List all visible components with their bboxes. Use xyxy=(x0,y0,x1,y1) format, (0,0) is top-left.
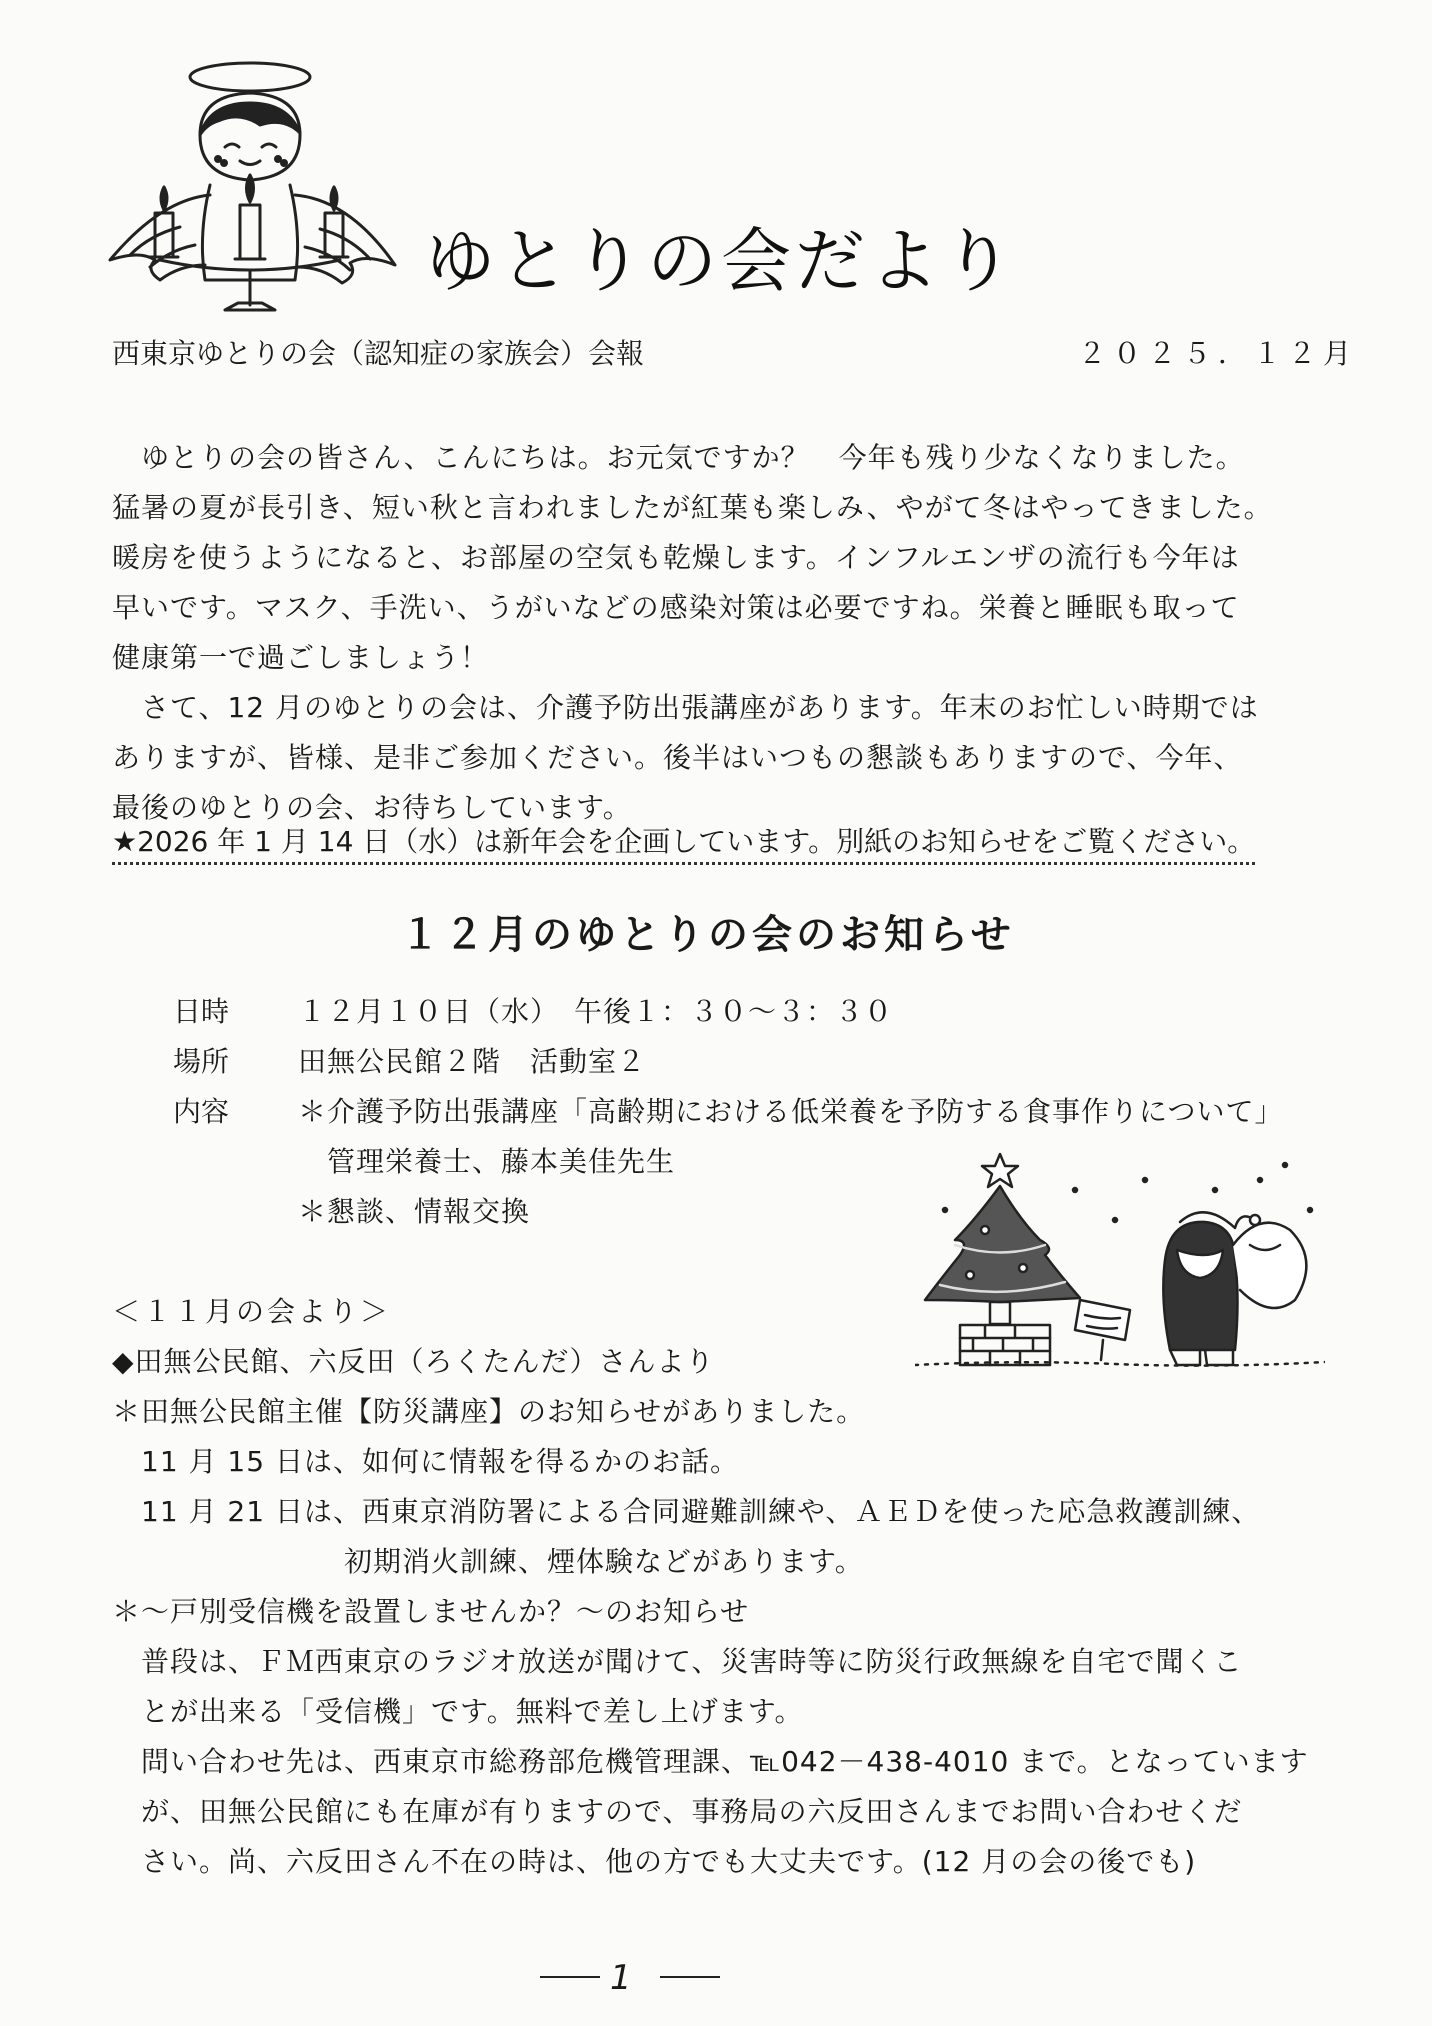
november-line: さい。尚、六反田さん不在の時は、他の方でも大丈夫です。(12 月の会の後でも) xyxy=(112,1845,1197,1878)
datetime-label: 日時 xyxy=(173,995,230,1028)
november-line: 11 月 15 日は、如何に情報を得るかのお話。 xyxy=(112,1445,739,1478)
intro-line: 健康第一で過ごしましょう！ xyxy=(112,641,490,674)
intro-line: ゆとりの会の皆さん、こんにちは。お元気ですか？ 今年も残り少なくなりました。 xyxy=(112,441,1245,474)
content-line: 管理栄養士、藤本美佳先生 xyxy=(298,1145,676,1178)
content-label: 内容 xyxy=(173,1095,230,1128)
page-number-dash-left xyxy=(540,1976,600,1978)
content-line: ＊懇談、情報交換 xyxy=(298,1195,531,1228)
intro-line: 早いです。マスク、手洗い、うがいなどの感染対策は必要ですね。栄養と睡眠も取って xyxy=(112,591,1240,624)
intro-line: 最後のゆとりの会、お待ちしています。 xyxy=(112,791,632,824)
page-number: 1 xyxy=(610,1958,632,1998)
november-line: ＊～戸別受信機を設置しませんか？～のお知らせ xyxy=(112,1595,750,1628)
place-value: 田無公民館２階 活動室２ xyxy=(298,1045,647,1078)
newsletter-title: ゆとりの会だより xyxy=(425,220,1017,302)
intro-line: 猛暑の夏が長引き、短い秋と言われましたが紅葉も楽しみ、やがて冬はやってきました。 xyxy=(112,491,1273,524)
november-heading: ＜１１月の会より＞ xyxy=(112,1295,392,1328)
new-year-party-note: ★2026 年 1 月 14 日（水）は新年会を企画しています。別紙のお知らせをご覧ください。 xyxy=(112,820,1255,865)
november-line: ＊田無公民館主催【防災講座】のお知らせがありました。 xyxy=(112,1395,866,1428)
intro-line: 暖房を使うようになると、お部屋の空気も乾燥します。インフルエンザの流行も今年は xyxy=(112,541,1240,574)
place-label: 場所 xyxy=(173,1045,230,1078)
intro-line: さて、12 月のゆとりの会は、介護予防出張講座があります。年末のお忙しい時期では xyxy=(112,691,1259,724)
angel-illustration xyxy=(100,55,400,325)
november-line: 11 月 21 日は、西東京消防署による合同避難訓練や、ＡＥＤを使った応急救護訓練、 xyxy=(112,1495,1261,1528)
christmas-illustration xyxy=(915,1150,1325,1380)
organization-name: 西東京ゆとりの会（認知症の家族会）会報 xyxy=(112,337,645,370)
november-line: 普段は、ＦＭ西東京のラジオ放送が聞けて、災害時等に防災行政無線を自宅で聞くこ xyxy=(112,1645,1243,1678)
november-line: 問い合わせ先は、西東京市総務部危機管理課、℡042－438-4010 まで。となっています xyxy=(112,1745,1309,1778)
november-line: ◆田無公民館、六反田（ろくたんだ）さんより xyxy=(112,1345,715,1378)
page-number-dash-right xyxy=(660,1976,720,1978)
november-line: が、田無公民館にも在庫が有りますので、事務局の六反田さんまでお問い合わせくだ xyxy=(112,1795,1243,1828)
november-line: とが出来る「受信機」です。無料で差し上げます。 xyxy=(112,1695,804,1728)
datetime-value: １２月１０日（水） 午後１：３０～３：３０ xyxy=(298,995,894,1028)
notice-title: １２月のゆとりの会のお知らせ xyxy=(400,912,1015,958)
november-line: 初期消火訓練、煙体験などがあります。 xyxy=(112,1545,864,1578)
intro-line: ありますが、皆様、是非ご参加ください。後半はいつもの懇談もありますので、今年、 xyxy=(112,741,1243,774)
issue-date: ２０２５．１２月 xyxy=(1078,337,1359,370)
content-line: ＊介護予防出張講座「高齢期における低栄養を予防する食事作りについて」 xyxy=(298,1095,1284,1128)
